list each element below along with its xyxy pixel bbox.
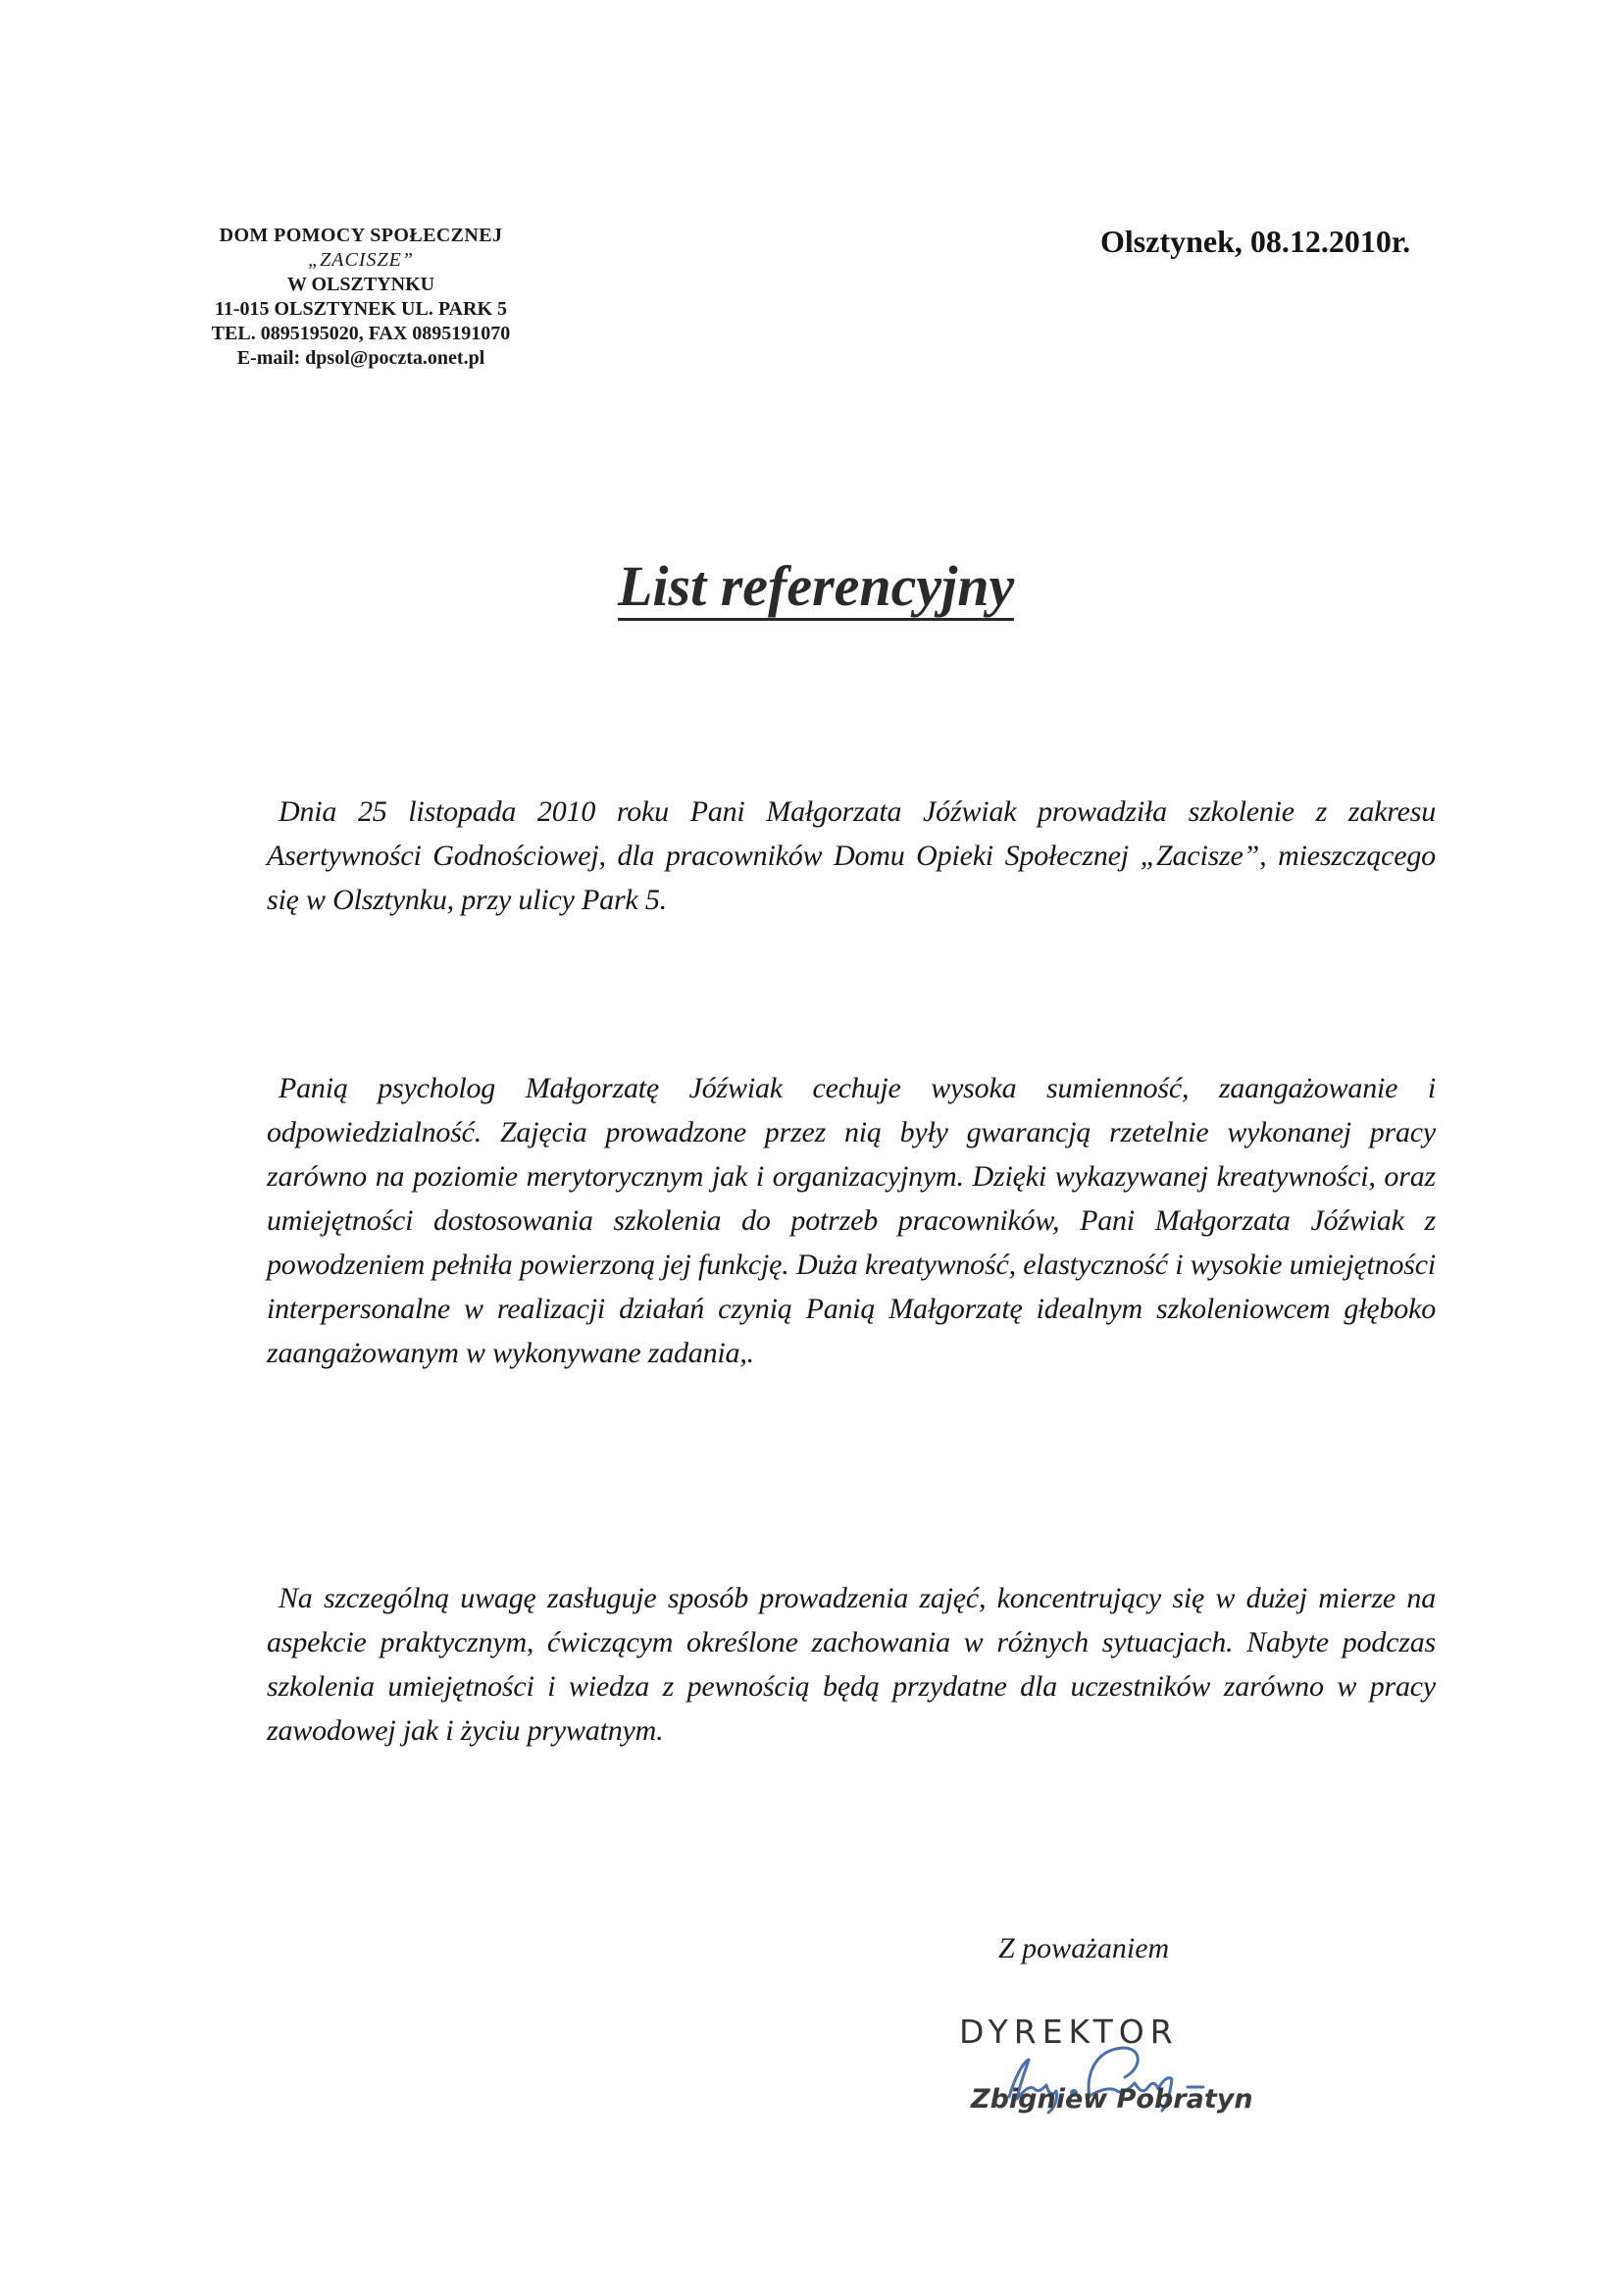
paragraph-3 [267,1576,1436,1753]
letterhead-location: W OLSZTYNKU [286,274,435,295]
letterhead-phone-fax: TEL. 0895195020, FAX 0895191070 [211,323,511,344]
paragraph-1 [267,790,1436,922]
paragraph-3-text: Na szczególną uwagę zasługuje sposób prowadzenia zajęć, koncentrujący się w dużej mierze na aspekcie praktycznym, ćwiczącym określone zachowania w różnych sytuacjach. Nabyte podczas szkolenia umiejętności i wiedza z pewnością będą przydatne dla uczestników zarówno w pracy zawodowej jak i życiu prywatnym. [267,1582,1436,1747]
stamp-name: Zbigniew Pobratyn [971,2084,1253,2115]
letterhead-org-name: „ZACISZE” [308,249,414,271]
letterhead [165,224,557,371]
stamp-title: DYREKTOR [959,2013,1179,2051]
letter-date: Olsztynek, 08.12.2010r. [1100,224,1411,259]
document-title: List referencyjny [618,557,1014,621]
paragraph-2 [267,1066,1436,1375]
paragraph-1-text: Dnia 25 listopada 2010 roku Pani Małgorzata Jóźwiak prowadziła szkolenie z zakresu Asertywności Godnościowej, dla pracowników Domu Opieki Społecznej „Zacisze”, mieszczącego się w Olsztynku, przy ulicy Park 5. [267,795,1436,916]
paragraph-2-text: Panią psycholog Małgorzatę Jóźwiak cechuje wysoka sumienność, zaangażowanie i odpowiedzialność. Zajęcia prowadzone przez nią były gwarancją rzetelnie wykonanej pracy zarówno na poziomie merytorycznym jak i organizacyjnym. Dzięki wykazywanej kreatywności, oraz umiejętności dostosowania szkolenia do potrzeb pracowników, Pani Małgorzata Jóźwiak z powodzeniem pełniła powierzoną jej funkcję. Duża kreatywność, elastyczność i wysokie umiejętności interpersonalne w realizacji działań czynią Panią Małgorzatę idealnym szkoleniowcem głęboko zaangażowanym w wykonywane zadania,. [267,1072,1436,1369]
letterhead-email: E-mail: dpsol@poczta.onet.pl [236,347,485,369]
letterhead-address: 11-015 OLSZTYNEK UL. PARK 5 [215,298,507,320]
letterhead-org-type: DOM POMOCY SPOŁECZNEJ [219,225,503,246]
closing-salutation: Z poważaniem [998,1932,1170,1964]
